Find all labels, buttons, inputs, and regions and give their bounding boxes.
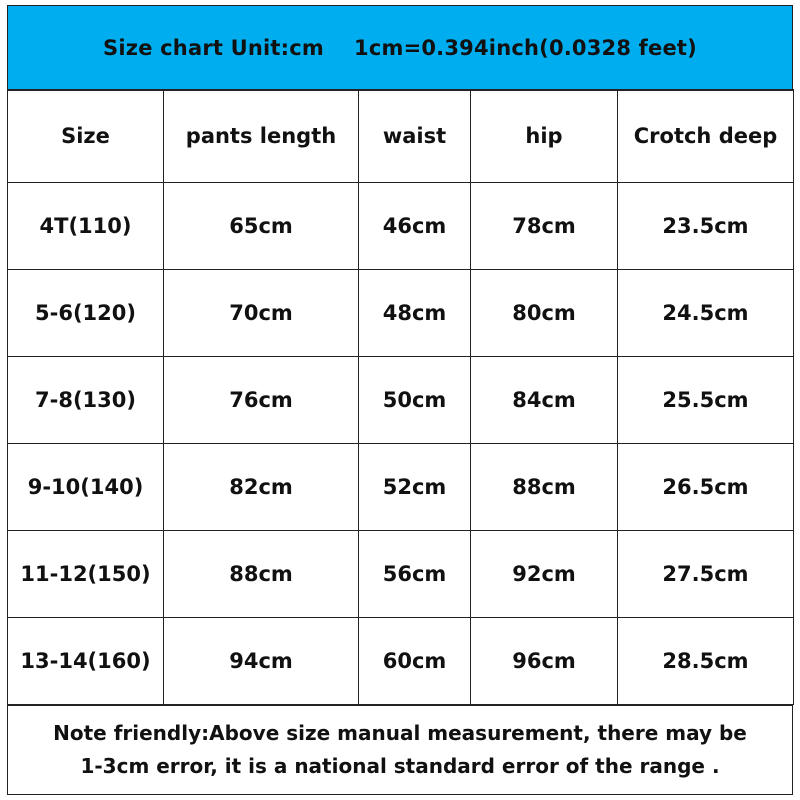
measurement-note — [7, 705, 793, 795]
size-chart — [7, 5, 793, 795]
note-line-2: 1-3cm error, it is a national standard error of the range . — [80, 754, 720, 778]
hip-cell: 84cm — [471, 357, 618, 444]
waist-cell: 50cm — [359, 357, 471, 444]
size-cell: 4T(110) — [8, 183, 164, 270]
column-header-crotch-deep: Crotch deep — [618, 90, 794, 183]
pants-length-cell: 65cm — [164, 183, 359, 270]
hip-cell: 80cm — [471, 270, 618, 357]
column-header-pants-length: pants length — [164, 90, 359, 183]
column-header-size: Size — [8, 90, 164, 183]
waist-cell: 56cm — [359, 531, 471, 618]
table-row — [8, 618, 794, 705]
table-row — [8, 444, 794, 531]
hip-cell: 88cm — [471, 444, 618, 531]
table-header-row — [8, 90, 794, 183]
crotch-deep-cell: 28.5cm — [618, 618, 794, 705]
waist-cell: 46cm — [359, 183, 471, 270]
hip-cell: 78cm — [471, 183, 618, 270]
column-header-waist: waist — [359, 90, 471, 183]
size-cell: 7-8(130) — [8, 357, 164, 444]
size-chart-title: Size chart Unit:cm 1cm=0.394inch(0.0328 feet) — [7, 5, 793, 91]
waist-cell: 60cm — [359, 618, 471, 705]
crotch-deep-cell: 27.5cm — [618, 531, 794, 618]
size-cell: 5-6(120) — [8, 270, 164, 357]
hip-cell: 96cm — [471, 618, 618, 705]
size-cell: 13-14(160) — [8, 618, 164, 705]
note-line-1: Note friendly:Above size manual measurement, there may be — [53, 721, 747, 745]
waist-cell: 52cm — [359, 444, 471, 531]
hip-cell: 92cm — [471, 531, 618, 618]
waist-cell: 48cm — [359, 270, 471, 357]
crotch-deep-cell: 26.5cm — [618, 444, 794, 531]
table-row — [8, 183, 794, 270]
column-header-hip: hip — [471, 90, 618, 183]
size-cell: 11-12(150) — [8, 531, 164, 618]
table-row — [8, 531, 794, 618]
crotch-deep-cell: 23.5cm — [618, 183, 794, 270]
crotch-deep-cell: 24.5cm — [618, 270, 794, 357]
pants-length-cell: 76cm — [164, 357, 359, 444]
size-table — [7, 89, 794, 705]
table-row — [8, 357, 794, 444]
crotch-deep-cell: 25.5cm — [618, 357, 794, 444]
pants-length-cell: 94cm — [164, 618, 359, 705]
size-cell: 9-10(140) — [8, 444, 164, 531]
pants-length-cell: 88cm — [164, 531, 359, 618]
pants-length-cell: 70cm — [164, 270, 359, 357]
table-row — [8, 270, 794, 357]
pants-length-cell: 82cm — [164, 444, 359, 531]
